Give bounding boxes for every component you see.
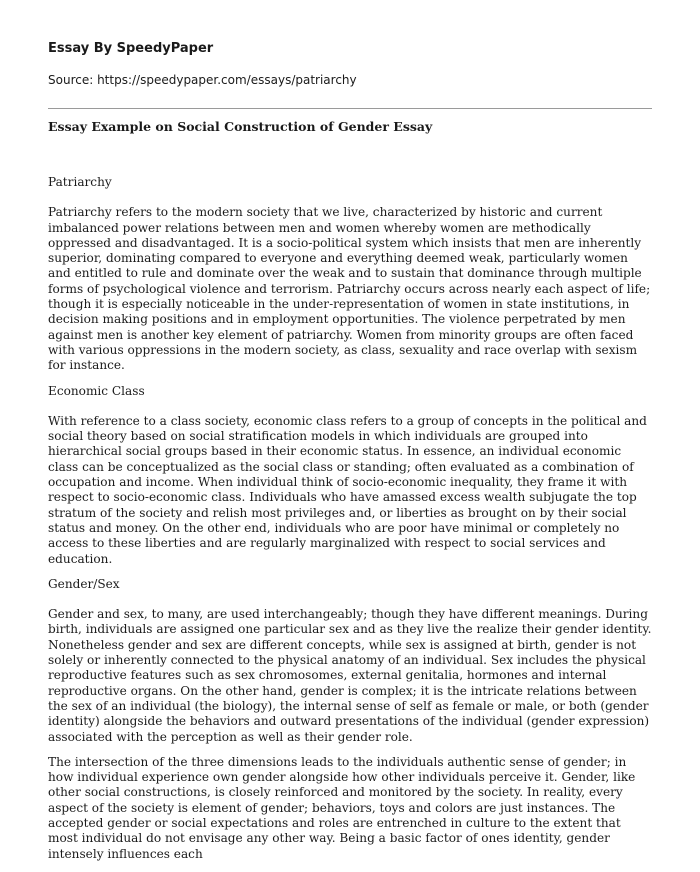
brand-title: Essay By SpeedyPaper: [48, 41, 214, 56]
section-heading: Economic Class: [48, 383, 145, 398]
section-heading: Patriarchy: [48, 175, 112, 189]
section-heading: Gender/Sex: [48, 576, 120, 591]
section-economic-class: [48, 384, 652, 567]
paragraph: Patriarchy refers to the modern society that we live, characterized by historic and current imbalanced power relations between men and women whereby women are methodically oppressed and disadvantaged. It is a socio-political system which insists that men are inherently superior, dominating compared to everyone and everything deemed weak, particularly women and entitled to rule and dominate over the weak and to sustain that dominance through multiple forms of psychological violence and terrorism. Patriarchy occurs across nearly each aspect of life; though it is especially noticeable in the under-representation of women in state institutions, in decision making positions and in employment opportunities. The violence perpetrated by men against men is another key element of patriarchy. Women from minority groups are often faced with various oppressions in the modern society, as class, sexuality and race overlap with sexism for instance.: [48, 205, 651, 373]
source-line: Source: https://speedypaper.com/essays/patriarchy: [48, 73, 357, 87]
header-divider: [48, 108, 652, 109]
paragraph: The intersection of the three dimensions leads to the individuals authentic sense of gender; in how individual experience own gender alongside how other individuals perceive it. Gender, like other social constructions, is closely reinforced and monitored by the society. In reality, every aspect of the society is element of gender; behaviors, toys and colors are just instances. The accepted gender or social expectations and roles are entrenched in culture to the extent that most individual do not envisage any other way. Being a basic factor of ones identity, gender intensely influences each: [48, 754, 636, 861]
document-page: [48, 40, 652, 872]
essay-body: [48, 175, 652, 862]
section-patriarchy: [48, 175, 652, 374]
section-gender-sex: [48, 577, 652, 862]
essay-title: Essay Example on Social Construction of Gender Essay: [48, 119, 433, 134]
paragraph: Gender and sex, to many, are used interchangeably; though they have different meanings. During birth, individuals are assigned one particular sex and as they live the realize their gender identity. Nonetheless gender and sex are different concepts, while sex is assigned at birth, gender is not solely or inherently connected to the physical anatomy of an individual. Sex includes the physical reproductive features such as sex chromosomes, external genitalia, hormones and internal reproductive organs. On the other hand, gender is complex; it is the intricate relations between the sex of an individual (the biology), the internal sense of self as female or male, or both (gender identity) alongside the behaviors and outward presentations of the individual (gender expression) associated with the perception as well as their gender role.: [48, 607, 652, 744]
paragraph: With reference to a class society, economic class refers to a group of concepts in the political and social theory based on social stratification models in which individuals are grouped into hierarchical social groups based in their economic status. In essence, an individual economic class can be conceptualized as the social class or standing; often evaluated as a combination of occupation and income. When individual think of socio-economic inequality, they frame it with respect to socio-economic class. Individuals who have amassed excess wealth subjugate the top stratum of the society and relish most privileges and, or liberties as brought on by their social status and money. On the other end, individuals who are poor have minimal or completely no access to these liberties and are regularly marginalized with respect to social services and education.: [48, 413, 647, 566]
